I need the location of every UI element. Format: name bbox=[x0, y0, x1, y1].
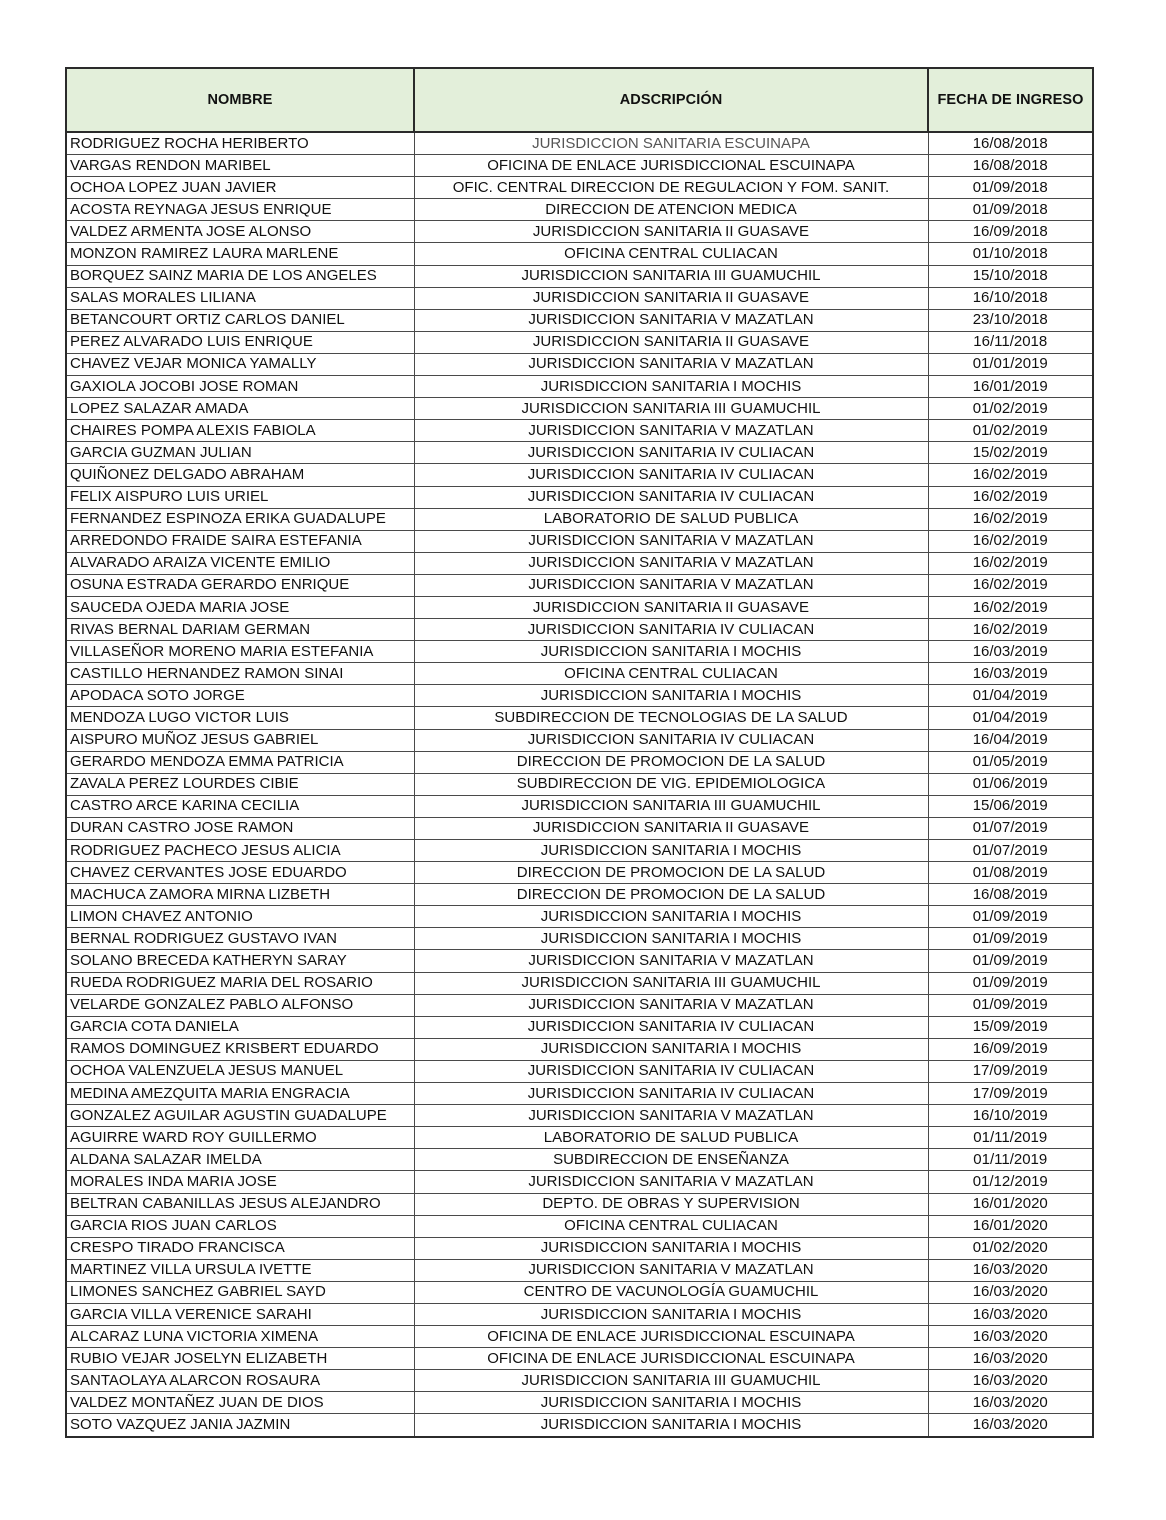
table-row bbox=[66, 265, 1093, 287]
cell-nombre: FELIX AISPURO LUIS URIEL bbox=[66, 486, 414, 508]
table-row bbox=[66, 398, 1093, 420]
cell-fecha-de-ingreso: 17/09/2019 bbox=[928, 1060, 1093, 1082]
cell-fecha-de-ingreso: 16/08/2018 bbox=[928, 155, 1093, 177]
cell-nombre: VALDEZ ARMENTA JOSE ALONSO bbox=[66, 221, 414, 243]
cell-fecha-de-ingreso: 16/01/2019 bbox=[928, 376, 1093, 398]
cell-fecha-de-ingreso: 16/09/2018 bbox=[928, 221, 1093, 243]
cell-nombre: MENDOZA LUGO VICTOR LUIS bbox=[66, 707, 414, 729]
cell-fecha-de-ingreso: 23/10/2018 bbox=[928, 309, 1093, 331]
cell-nombre: MEDINA AMEZQUITA MARIA ENGRACIA bbox=[66, 1083, 414, 1105]
cell-nombre: CHAIRES POMPA ALEXIS FABIOLA bbox=[66, 420, 414, 442]
table-row bbox=[66, 508, 1093, 530]
table-row bbox=[66, 442, 1093, 464]
cell-nombre: ACOSTA REYNAGA JESUS ENRIQUE bbox=[66, 199, 414, 221]
cell-nombre: VALDEZ MONTAÑEZ JUAN DE DIOS bbox=[66, 1392, 414, 1414]
cell-fecha-de-ingreso: 16/02/2019 bbox=[928, 596, 1093, 618]
cell-adscripcion: OFICINA CENTRAL CULIACAN bbox=[414, 243, 928, 265]
cell-fecha-de-ingreso: 01/09/2019 bbox=[928, 906, 1093, 928]
cell-fecha-de-ingreso: 16/02/2019 bbox=[928, 574, 1093, 596]
table-row bbox=[66, 1105, 1093, 1127]
table-row bbox=[66, 464, 1093, 486]
cell-nombre: OSUNA ESTRADA GERARDO ENRIQUE bbox=[66, 574, 414, 596]
cell-fecha-de-ingreso: 16/03/2020 bbox=[928, 1303, 1093, 1325]
cell-nombre: PEREZ ALVARADO LUIS ENRIQUE bbox=[66, 331, 414, 353]
cell-fecha-de-ingreso: 16/02/2019 bbox=[928, 508, 1093, 530]
cell-adscripcion: JURISDICCION SANITARIA IV CULIACAN bbox=[414, 619, 928, 641]
cell-adscripcion: JURISDICCION SANITARIA IV CULIACAN bbox=[414, 464, 928, 486]
cell-nombre: AISPURO MUÑOZ JESUS GABRIEL bbox=[66, 729, 414, 751]
cell-adscripcion: JURISDICCION SANITARIA II GUASAVE bbox=[414, 596, 928, 618]
cell-fecha-de-ingreso: 16/03/2019 bbox=[928, 641, 1093, 663]
table-row bbox=[66, 1215, 1093, 1237]
table-row bbox=[66, 1060, 1093, 1082]
cell-adscripcion: JURISDICCION SANITARIA V MAZATLAN bbox=[414, 574, 928, 596]
cell-nombre: ZAVALA PEREZ LOURDES CIBIE bbox=[66, 773, 414, 795]
cell-nombre: GARCIA COTA DANIELA bbox=[66, 1016, 414, 1038]
cell-nombre: CHAVEZ VEJAR MONICA YAMALLY bbox=[66, 353, 414, 375]
cell-adscripcion: JURISDICCION SANITARIA I MOCHIS bbox=[414, 1303, 928, 1325]
cell-adscripcion: JURISDICCION SANITARIA I MOCHIS bbox=[414, 906, 928, 928]
cell-fecha-de-ingreso: 16/03/2020 bbox=[928, 1326, 1093, 1348]
cell-nombre: FERNANDEZ ESPINOZA ERIKA GUADALUPE bbox=[66, 508, 414, 530]
cell-adscripcion: OFICINA CENTRAL CULIACAN bbox=[414, 1215, 928, 1237]
cell-fecha-de-ingreso: 16/03/2020 bbox=[928, 1392, 1093, 1414]
cell-adscripcion: JURISDICCION SANITARIA V MAZATLAN bbox=[414, 420, 928, 442]
table-row bbox=[66, 840, 1093, 862]
table-row bbox=[66, 221, 1093, 243]
cell-fecha-de-ingreso: 01/09/2019 bbox=[928, 950, 1093, 972]
cell-fecha-de-ingreso: 01/09/2019 bbox=[928, 972, 1093, 994]
cell-fecha-de-ingreso: 01/02/2019 bbox=[928, 398, 1093, 420]
table-row bbox=[66, 795, 1093, 817]
table-row bbox=[66, 1083, 1093, 1105]
cell-fecha-de-ingreso: 16/03/2020 bbox=[928, 1414, 1093, 1437]
cell-nombre: BETANCOURT ORTIZ CARLOS DANIEL bbox=[66, 309, 414, 331]
header-row bbox=[66, 68, 1093, 132]
cell-fecha-de-ingreso: 16/02/2019 bbox=[928, 619, 1093, 641]
table-row bbox=[66, 287, 1093, 309]
cell-nombre: RODRIGUEZ PACHECO JESUS ALICIA bbox=[66, 840, 414, 862]
header-nombre: NOMBRE bbox=[66, 68, 414, 132]
table-row bbox=[66, 1414, 1093, 1437]
table-row bbox=[66, 1303, 1093, 1325]
cell-adscripcion: LABORATORIO DE SALUD PUBLICA bbox=[414, 1127, 928, 1149]
cell-fecha-de-ingreso: 16/02/2019 bbox=[928, 530, 1093, 552]
cell-adscripcion: DEPTO. DE OBRAS Y SUPERVISION bbox=[414, 1193, 928, 1215]
cell-fecha-de-ingreso: 16/03/2020 bbox=[928, 1348, 1093, 1370]
cell-adscripcion: JURISDICCION SANITARIA III GUAMUCHIL bbox=[414, 265, 928, 287]
cell-nombre: CASTRO ARCE KARINA CECILIA bbox=[66, 795, 414, 817]
cell-nombre: LIMON CHAVEZ ANTONIO bbox=[66, 906, 414, 928]
cell-fecha-de-ingreso: 16/03/2019 bbox=[928, 663, 1093, 685]
cell-fecha-de-ingreso: 01/07/2019 bbox=[928, 840, 1093, 862]
cell-adscripcion: DIRECCION DE ATENCION MEDICA bbox=[414, 199, 928, 221]
cell-nombre: RODRIGUEZ ROCHA HERIBERTO bbox=[66, 132, 414, 155]
cell-fecha-de-ingreso: 01/05/2019 bbox=[928, 751, 1093, 773]
cell-fecha-de-ingreso: 01/01/2019 bbox=[928, 353, 1093, 375]
cell-adscripcion: JURISDICCION SANITARIA III GUAMUCHIL bbox=[414, 1370, 928, 1392]
cell-adscripcion: JURISDICCION SANITARIA II GUASAVE bbox=[414, 287, 928, 309]
cell-fecha-de-ingreso: 01/04/2019 bbox=[928, 685, 1093, 707]
table-row bbox=[66, 1259, 1093, 1281]
table-row bbox=[66, 574, 1093, 596]
cell-nombre: GONZALEZ AGUILAR AGUSTIN GUADALUPE bbox=[66, 1105, 414, 1127]
cell-fecha-de-ingreso: 16/02/2019 bbox=[928, 464, 1093, 486]
cell-nombre: MORALES INDA MARIA JOSE bbox=[66, 1171, 414, 1193]
cell-adscripcion: OFIC. CENTRAL DIRECCION DE REGULACION Y FOM. SANIT. bbox=[414, 177, 928, 199]
cell-nombre: LIMONES SANCHEZ GABRIEL SAYD bbox=[66, 1281, 414, 1303]
table-row bbox=[66, 243, 1093, 265]
table-row bbox=[66, 817, 1093, 839]
cell-nombre: GARCIA VILLA VERENICE SARAHI bbox=[66, 1303, 414, 1325]
table-row bbox=[66, 530, 1093, 552]
table-row bbox=[66, 906, 1093, 928]
cell-fecha-de-ingreso: 16/03/2020 bbox=[928, 1370, 1093, 1392]
cell-fecha-de-ingreso: 01/07/2019 bbox=[928, 817, 1093, 839]
cell-fecha-de-ingreso: 01/02/2020 bbox=[928, 1237, 1093, 1259]
cell-nombre: DURAN CASTRO JOSE RAMON bbox=[66, 817, 414, 839]
table-body bbox=[66, 132, 1093, 1437]
cell-fecha-de-ingreso: 16/11/2018 bbox=[928, 331, 1093, 353]
cell-adscripcion: JURISDICCION SANITARIA IV CULIACAN bbox=[414, 1016, 928, 1038]
table-row bbox=[66, 420, 1093, 442]
cell-adscripcion: OFICINA DE ENLACE JURISDICCIONAL ESCUINAPA bbox=[414, 1348, 928, 1370]
cell-fecha-de-ingreso: 01/08/2019 bbox=[928, 862, 1093, 884]
cell-fecha-de-ingreso: 15/10/2018 bbox=[928, 265, 1093, 287]
cell-fecha-de-ingreso: 01/11/2019 bbox=[928, 1149, 1093, 1171]
table-row bbox=[66, 353, 1093, 375]
cell-fecha-de-ingreso: 01/09/2018 bbox=[928, 177, 1093, 199]
cell-adscripcion: JURISDICCION SANITARIA V MAZATLAN bbox=[414, 1171, 928, 1193]
cell-nombre: APODACA SOTO JORGE bbox=[66, 685, 414, 707]
cell-fecha-de-ingreso: 01/11/2019 bbox=[928, 1127, 1093, 1149]
cell-fecha-de-ingreso: 17/09/2019 bbox=[928, 1083, 1093, 1105]
header-fecha-de-ingreso: FECHA DE INGRESO bbox=[928, 68, 1093, 132]
cell-nombre: CHAVEZ CERVANTES JOSE EDUARDO bbox=[66, 862, 414, 884]
table-row bbox=[66, 751, 1093, 773]
cell-nombre: VELARDE GONZALEZ PABLO ALFONSO bbox=[66, 994, 414, 1016]
cell-nombre: CRESPO TIRADO FRANCISCA bbox=[66, 1237, 414, 1259]
cell-nombre: GARCIA GUZMAN JULIAN bbox=[66, 442, 414, 464]
cell-nombre: GARCIA RIOS JUAN CARLOS bbox=[66, 1215, 414, 1237]
cell-fecha-de-ingreso: 01/02/2019 bbox=[928, 420, 1093, 442]
cell-nombre: ALDANA SALAZAR IMELDA bbox=[66, 1149, 414, 1171]
cell-adscripcion: JURISDICCION SANITARIA I MOCHIS bbox=[414, 1038, 928, 1060]
cell-nombre: MARTINEZ VILLA URSULA IVETTE bbox=[66, 1259, 414, 1281]
cell-adscripcion: SUBDIRECCION DE ENSEÑANZA bbox=[414, 1149, 928, 1171]
cell-nombre: BELTRAN CABANILLAS JESUS ALEJANDRO bbox=[66, 1193, 414, 1215]
cell-adscripcion: JURISDICCION SANITARIA I MOCHIS bbox=[414, 641, 928, 663]
cell-nombre: QUIÑONEZ DELGADO ABRAHAM bbox=[66, 464, 414, 486]
cell-fecha-de-ingreso: 01/06/2019 bbox=[928, 773, 1093, 795]
cell-adscripcion: JURISDICCION SANITARIA V MAZATLAN bbox=[414, 530, 928, 552]
cell-nombre: GAXIOLA JOCOBI JOSE ROMAN bbox=[66, 376, 414, 398]
cell-nombre: BORQUEZ SAINZ MARIA DE LOS ANGELES bbox=[66, 265, 414, 287]
cell-adscripcion: JURISDICCION SANITARIA I MOCHIS bbox=[414, 685, 928, 707]
cell-nombre: VILLASEÑOR MORENO MARIA ESTEFANIA bbox=[66, 641, 414, 663]
cell-nombre: ALVARADO ARAIZA VICENTE EMILIO bbox=[66, 552, 414, 574]
cell-adscripcion: JURISDICCION SANITARIA I MOCHIS bbox=[414, 1414, 928, 1437]
table-row bbox=[66, 1281, 1093, 1303]
table-row bbox=[66, 1149, 1093, 1171]
cell-nombre: SANTAOLAYA ALARCON ROSAURA bbox=[66, 1370, 414, 1392]
cell-adscripcion: JURISDICCION SANITARIA II GUASAVE bbox=[414, 221, 928, 243]
cell-fecha-de-ingreso: 16/09/2019 bbox=[928, 1038, 1093, 1060]
cell-nombre: SALAS MORALES LILIANA bbox=[66, 287, 414, 309]
cell-nombre: SAUCEDA OJEDA MARIA JOSE bbox=[66, 596, 414, 618]
table-row bbox=[66, 376, 1093, 398]
cell-adscripcion: DIRECCION DE PROMOCION DE LA SALUD bbox=[414, 862, 928, 884]
cell-adscripcion: LABORATORIO DE SALUD PUBLICA bbox=[414, 508, 928, 530]
cell-adscripcion: JURISDICCION SANITARIA III GUAMUCHIL bbox=[414, 398, 928, 420]
cell-adscripcion: DIRECCION DE PROMOCION DE LA SALUD bbox=[414, 884, 928, 906]
cell-fecha-de-ingreso: 16/01/2020 bbox=[928, 1193, 1093, 1215]
table-row bbox=[66, 972, 1093, 994]
cell-adscripcion: JURISDICCION SANITARIA V MAZATLAN bbox=[414, 950, 928, 972]
cell-nombre: RIVAS BERNAL DARIAM GERMAN bbox=[66, 619, 414, 641]
cell-fecha-de-ingreso: 15/02/2019 bbox=[928, 442, 1093, 464]
table-row bbox=[66, 1392, 1093, 1414]
cell-adscripcion: JURISDICCION SANITARIA IV CULIACAN bbox=[414, 1083, 928, 1105]
cell-nombre: OCHOA VALENZUELA JESUS MANUEL bbox=[66, 1060, 414, 1082]
cell-fecha-de-ingreso: 16/02/2019 bbox=[928, 486, 1093, 508]
cell-nombre: OCHOA LOPEZ JUAN JAVIER bbox=[66, 177, 414, 199]
cell-fecha-de-ingreso: 16/01/2020 bbox=[928, 1215, 1093, 1237]
table-row bbox=[66, 177, 1093, 199]
cell-fecha-de-ingreso: 16/04/2019 bbox=[928, 729, 1093, 751]
cell-fecha-de-ingreso: 01/10/2018 bbox=[928, 243, 1093, 265]
table-row bbox=[66, 552, 1093, 574]
cell-nombre: ARREDONDO FRAIDE SAIRA ESTEFANIA bbox=[66, 530, 414, 552]
cell-adscripcion: JURISDICCION SANITARIA I MOCHIS bbox=[414, 1237, 928, 1259]
cell-fecha-de-ingreso: 01/09/2019 bbox=[928, 994, 1093, 1016]
cell-adscripcion: JURISDICCION SANITARIA II GUASAVE bbox=[414, 817, 928, 839]
cell-fecha-de-ingreso: 16/10/2019 bbox=[928, 1105, 1093, 1127]
cell-nombre: LOPEZ SALAZAR AMADA bbox=[66, 398, 414, 420]
table-row bbox=[66, 641, 1093, 663]
table-row bbox=[66, 1016, 1093, 1038]
cell-nombre: AGUIRRE WARD ROY GUILLERMO bbox=[66, 1127, 414, 1149]
cell-fecha-de-ingreso: 01/09/2019 bbox=[928, 928, 1093, 950]
cell-adscripcion: OFICINA DE ENLACE JURISDICCIONAL ESCUINAPA bbox=[414, 155, 928, 177]
cell-adscripcion: JURISDICCION SANITARIA IV CULIACAN bbox=[414, 1060, 928, 1082]
table-row bbox=[66, 1193, 1093, 1215]
cell-fecha-de-ingreso: 15/06/2019 bbox=[928, 795, 1093, 817]
cell-adscripcion: CENTRO DE VACUNOLOGÍA GUAMUCHIL bbox=[414, 1281, 928, 1303]
cell-adscripcion: JURISDICCION SANITARIA II GUASAVE bbox=[414, 331, 928, 353]
cell-adscripcion: JURISDICCION SANITARIA ESCUINAPA bbox=[414, 132, 928, 155]
table-row bbox=[66, 1370, 1093, 1392]
table-row bbox=[66, 155, 1093, 177]
table-row bbox=[66, 1348, 1093, 1370]
cell-adscripcion: SUBDIRECCION DE TECNOLOGIAS DE LA SALUD bbox=[414, 707, 928, 729]
employee-table-sheet bbox=[65, 67, 1094, 1438]
cell-fecha-de-ingreso: 16/03/2020 bbox=[928, 1281, 1093, 1303]
table-row bbox=[66, 994, 1093, 1016]
cell-fecha-de-ingreso: 16/03/2020 bbox=[928, 1259, 1093, 1281]
table-row bbox=[66, 884, 1093, 906]
cell-adscripcion: JURISDICCION SANITARIA V MAZATLAN bbox=[414, 552, 928, 574]
cell-adscripcion: JURISDICCION SANITARIA V MAZATLAN bbox=[414, 1259, 928, 1281]
cell-adscripcion: DIRECCION DE PROMOCION DE LA SALUD bbox=[414, 751, 928, 773]
table-row bbox=[66, 663, 1093, 685]
cell-nombre: BERNAL RODRIGUEZ GUSTAVO IVAN bbox=[66, 928, 414, 950]
cell-nombre: MACHUCA ZAMORA MIRNA LIZBETH bbox=[66, 884, 414, 906]
cell-fecha-de-ingreso: 01/12/2019 bbox=[928, 1171, 1093, 1193]
cell-nombre: VARGAS RENDON MARIBEL bbox=[66, 155, 414, 177]
cell-adscripcion: JURISDICCION SANITARIA IV CULIACAN bbox=[414, 729, 928, 751]
cell-nombre: SOTO VAZQUEZ JANIA JAZMIN bbox=[66, 1414, 414, 1437]
cell-adscripcion: SUBDIRECCION DE VIG. EPIDEMIOLOGICA bbox=[414, 773, 928, 795]
table-row bbox=[66, 1038, 1093, 1060]
cell-nombre: SOLANO BRECEDA KATHERYN SARAY bbox=[66, 950, 414, 972]
table-row bbox=[66, 1127, 1093, 1149]
table-row bbox=[66, 928, 1093, 950]
cell-adscripcion: JURISDICCION SANITARIA I MOCHIS bbox=[414, 840, 928, 862]
table-row bbox=[66, 619, 1093, 641]
cell-fecha-de-ingreso: 16/08/2019 bbox=[928, 884, 1093, 906]
cell-nombre: GERARDO MENDOZA EMMA PATRICIA bbox=[66, 751, 414, 773]
cell-adscripcion: JURISDICCION SANITARIA I MOCHIS bbox=[414, 376, 928, 398]
cell-adscripcion: JURISDICCION SANITARIA V MAZATLAN bbox=[414, 994, 928, 1016]
cell-adscripcion: JURISDICCION SANITARIA I MOCHIS bbox=[414, 928, 928, 950]
table-row bbox=[66, 773, 1093, 795]
table-row bbox=[66, 199, 1093, 221]
employee-table bbox=[65, 67, 1094, 1438]
cell-adscripcion: JURISDICCION SANITARIA III GUAMUCHIL bbox=[414, 795, 928, 817]
table-row bbox=[66, 685, 1093, 707]
cell-adscripcion: JURISDICCION SANITARIA IV CULIACAN bbox=[414, 486, 928, 508]
table-row bbox=[66, 331, 1093, 353]
cell-adscripcion: JURISDICCION SANITARIA V MAZATLAN bbox=[414, 353, 928, 375]
cell-adscripcion: JURISDICCION SANITARIA V MAZATLAN bbox=[414, 1105, 928, 1127]
table-row bbox=[66, 309, 1093, 331]
table-row bbox=[66, 950, 1093, 972]
table-row bbox=[66, 707, 1093, 729]
table-row bbox=[66, 729, 1093, 751]
cell-fecha-de-ingreso: 16/10/2018 bbox=[928, 287, 1093, 309]
cell-fecha-de-ingreso: 16/08/2018 bbox=[928, 132, 1093, 155]
cell-adscripcion: JURISDICCION SANITARIA V MAZATLAN bbox=[414, 309, 928, 331]
table-row bbox=[66, 1171, 1093, 1193]
cell-adscripcion: OFICINA CENTRAL CULIACAN bbox=[414, 663, 928, 685]
table-row bbox=[66, 1326, 1093, 1348]
cell-nombre: RUBIO VEJAR JOSELYN ELIZABETH bbox=[66, 1348, 414, 1370]
cell-adscripcion: JURISDICCION SANITARIA III GUAMUCHIL bbox=[414, 972, 928, 994]
table-header bbox=[66, 68, 1093, 132]
cell-adscripcion: JURISDICCION SANITARIA IV CULIACAN bbox=[414, 442, 928, 464]
cell-nombre: ALCARAZ LUNA VICTORIA XIMENA bbox=[66, 1326, 414, 1348]
table-row bbox=[66, 596, 1093, 618]
cell-nombre: RUEDA RODRIGUEZ MARIA DEL ROSARIO bbox=[66, 972, 414, 994]
cell-fecha-de-ingreso: 16/02/2019 bbox=[928, 552, 1093, 574]
cell-nombre: CASTILLO HERNANDEZ RAMON SINAI bbox=[66, 663, 414, 685]
cell-fecha-de-ingreso: 15/09/2019 bbox=[928, 1016, 1093, 1038]
cell-fecha-de-ingreso: 01/09/2018 bbox=[928, 199, 1093, 221]
table-row bbox=[66, 862, 1093, 884]
cell-adscripcion: OFICINA DE ENLACE JURISDICCIONAL ESCUINAPA bbox=[414, 1326, 928, 1348]
cell-nombre: RAMOS DOMINGUEZ KRISBERT EDUARDO bbox=[66, 1038, 414, 1060]
header-adscripcion: ADSCRIPCIÓN bbox=[414, 68, 928, 132]
cell-adscripcion: JURISDICCION SANITARIA I MOCHIS bbox=[414, 1392, 928, 1414]
table-row bbox=[66, 486, 1093, 508]
cell-nombre: MONZON RAMIREZ LAURA MARLENE bbox=[66, 243, 414, 265]
table-row bbox=[66, 1237, 1093, 1259]
table-row bbox=[66, 132, 1093, 155]
cell-fecha-de-ingreso: 01/04/2019 bbox=[928, 707, 1093, 729]
